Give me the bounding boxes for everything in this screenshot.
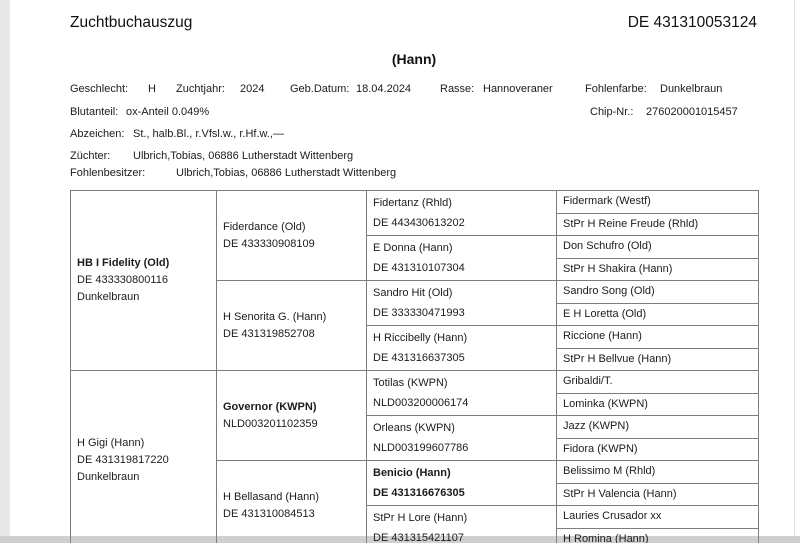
horse-name: H Senorita G. (Hann) <box>223 310 327 323</box>
horse-color: Dunkelbraun <box>77 291 140 303</box>
fohlenfarbe-value: Dunkelbraun <box>660 83 723 95</box>
horse-name: Lauries Crusador xx <box>563 510 662 523</box>
horse-name: StPr H Lore (Hann) <box>373 512 468 524</box>
fohlenbesitzer-label: Fohlenbesitzer: <box>70 167 146 179</box>
gebdatum-label: Geb.Datum: <box>290 83 350 95</box>
blutanteil-label: Blutanteil: <box>70 106 119 118</box>
blutanteil-value: ox-Anteil 0.049% <box>126 106 210 118</box>
horse-color: Dunkelbraun <box>77 471 140 483</box>
horse-name: H Romina (Hann) <box>563 532 649 543</box>
horse-number: DE 333330471993 <box>373 307 465 319</box>
pedigree-cell-dam <box>71 371 217 543</box>
horse-number: DE 431315421107 <box>373 532 464 543</box>
horse-name: Jazz (KWPN) <box>563 420 629 433</box>
abzeichen-label: Abzeichen: <box>70 128 125 140</box>
pedigree-cell-gen4-2 <box>557 213 759 236</box>
horse-name: Orleans (KWPN) <box>373 422 455 434</box>
pedigree-cell-gen4-1 <box>557 191 759 214</box>
pedigree-cell-gen4-11 <box>557 416 759 439</box>
horse-name: Fidora (KWPN) <box>563 442 638 455</box>
horse-name: StPr H Reine Freude (Rhld) <box>563 217 699 230</box>
horse-name: E Donna (Hann) <box>373 242 453 254</box>
horse-name: StPr H Shakira (Hann) <box>563 262 673 275</box>
horse-name: Fidermark (Westf) <box>563 195 651 208</box>
breed-tag: (Hann) <box>391 51 437 67</box>
pedigree-cell-gen4-3 <box>557 236 759 259</box>
pedigree-cell-gen4-5 <box>557 281 759 304</box>
pedigree-cell-gen3-4 <box>367 326 557 371</box>
zuchtjahr-value: 2024 <box>240 83 265 95</box>
chipnr-label: Chip-Nr.: <box>590 106 634 118</box>
horse-name: StPr H Bellvue (Hann) <box>563 352 672 365</box>
horse-name: Fidertanz (Rhld) <box>373 197 452 209</box>
horse-number: DE 431319817220 <box>77 454 169 466</box>
horse-name: Belissimo M (Rhld) <box>563 465 656 478</box>
pedigree-cell-gen4-9 <box>557 371 759 394</box>
horse-number: NLD003200006174 <box>373 397 469 409</box>
pedigree-cell-gen4-14 <box>557 483 759 506</box>
horse-name: H Gigi (Hann) <box>77 437 145 449</box>
horse-name: Totilas (KWPN) <box>373 377 448 389</box>
horse-name: Benicio (Hann) <box>373 467 451 479</box>
rasse-value: Hannoveraner <box>483 83 553 95</box>
horse-name: HB I Fidelity (Old) <box>77 257 170 269</box>
pedigree-cell-sire-dam <box>217 281 367 371</box>
gebdatum-value: 18.04.2024 <box>356 83 412 95</box>
pedigree-cell-gen3-6 <box>367 416 557 461</box>
horse-name: StPr H Valencia (Hann) <box>563 487 677 500</box>
geschlecht-label: Geschlecht: <box>70 83 129 95</box>
horse-name: Governor (KWPN) <box>223 400 317 413</box>
horse-number: NLD003201102359 <box>223 417 318 430</box>
pedigree-cell-gen4-4 <box>557 258 759 281</box>
zuechter-label: Züchter: <box>70 150 111 162</box>
pedigree-cell-gen4-12 <box>557 438 759 461</box>
horse-number: DE 433330908109 <box>223 237 315 250</box>
abzeichen-value: St., halb.Bl., r.Vfsl.w., r.Hf.w.,— <box>133 128 284 140</box>
horse-name: Sandro Song (Old) <box>563 285 655 298</box>
pedigree-cell-gen4-8 <box>557 348 759 371</box>
pedigree-cell-sire <box>71 191 217 371</box>
horse-number: DE 431310084513 <box>223 507 315 520</box>
horse-name: Lominka (KWPN) <box>563 397 648 410</box>
zuechter-value: Ulbrich,Tobias, 06886 Lutherstadt Wittenberg <box>133 150 354 162</box>
pedigree-cell-gen4-16 <box>557 528 759 543</box>
zuchtjahr-label: Zuchtjahr: <box>176 83 225 95</box>
pedigree-cell-gen3-5 <box>367 371 557 416</box>
horse-number: DE 431316637305 <box>373 352 465 364</box>
horse-number: DE 443430613202 <box>373 217 465 229</box>
pedigree-cell-gen4-6 <box>557 303 759 326</box>
horse-number: DE 431316676305 <box>373 487 465 499</box>
horse-number: DE 433330800116 <box>77 274 168 286</box>
horse-name: Riccione (Hann) <box>563 330 642 343</box>
registration-number: DE 431310053124 <box>627 14 757 31</box>
horse-name: H Riccibelly (Hann) <box>373 332 468 344</box>
pedigree-cell-gen3-2 <box>367 236 557 281</box>
pedigree-cell-dam-dam <box>217 461 367 543</box>
rasse-label: Rasse: <box>440 83 475 95</box>
horse-name: E H Loretta (Old) <box>563 307 647 320</box>
chipnr-value: 276020001015457 <box>646 106 738 118</box>
horse-number: DE 431310107304 <box>373 262 465 274</box>
horse-name: Gribaldi/T. <box>563 375 613 388</box>
fohlenfarbe-label: Fohlenfarbe: <box>585 83 647 95</box>
pedigree-cell-dam-sire <box>217 371 367 461</box>
horse-name: Sandro Hit (Old) <box>373 287 453 299</box>
pedigree-table <box>70 190 759 543</box>
pedigree-cell-gen4-7 <box>557 326 759 349</box>
pedigree-cell-gen3-7 <box>367 461 557 506</box>
pedigree-cell-sire-sire <box>217 191 367 281</box>
pedigree-cell-gen3-1 <box>367 191 557 236</box>
pedigree-cell-gen3-8 <box>367 506 557 543</box>
pedigree-cell-gen4-13 <box>557 461 759 484</box>
page-edge-right <box>794 0 795 536</box>
horse-number: DE 431319852708 <box>223 327 315 340</box>
horse-name: Don Schufro (Old) <box>563 240 652 253</box>
pedigree-cell-gen3-3 <box>367 281 557 326</box>
page-title: Zuchtbuchauszug <box>70 14 193 31</box>
pedigree-cell-gen4-15 <box>557 506 759 529</box>
horse-number: NLD003199607786 <box>373 442 469 454</box>
fohlenbesitzer-value: Ulbrich,Tobias, 06886 Lutherstadt Wittenberg <box>176 167 397 179</box>
horse-name: Fiderdance (Old) <box>223 220 306 233</box>
pedigree-cell-gen4-10 <box>557 393 759 416</box>
horse-name: H Bellasand (Hann) <box>223 490 319 503</box>
page-edge-left <box>0 0 10 543</box>
geschlecht-value: H <box>148 83 156 95</box>
